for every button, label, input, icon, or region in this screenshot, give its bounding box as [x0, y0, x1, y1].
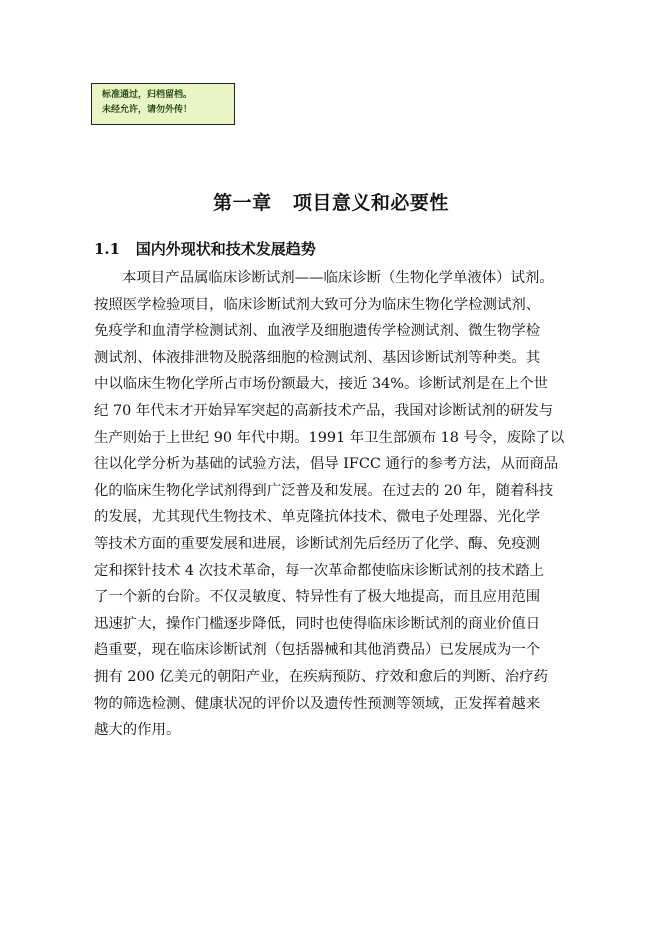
paragraph-line: 纪 70 年代末才开始异军突起的高新技术产品，我国对诊断试剂的研发与 — [94, 402, 554, 419]
paragraph-line: 等技术方面的重要发展和进展，诊断试剂先后经历了化学、酶、免疫测 — [94, 535, 541, 552]
paragraph-line: 趋重要，现在临床诊断试剂（包括器械和其他消费品）已发展成为一个 — [94, 642, 541, 659]
paragraph-line: 生产则始于上世纪 90 年代中期。1991 年卫生部颁布 18 号令，废除了以 — [94, 429, 565, 446]
section-heading — [94, 238, 316, 259]
notice-line-2: 未经允许，请勿外传！ — [102, 105, 193, 115]
paragraph-line: 了一个新的台阶。不仅灵敏度、特异性有了极大地提高，而且应用范围 — [94, 589, 541, 606]
section-number: 1.1 — [94, 240, 121, 258]
paragraph-line: 的发展，尤其现代生物技术、单克隆抗体技术、微电子处理器、光化学 — [94, 509, 541, 526]
paragraph-line: 按照医学检验项目，临床诊断试剂大致可分为临床生物化学检测试剂、 — [94, 296, 541, 313]
paragraph-line: 免疫学和血清学检测试剂、血液学及细胞遗传学检测试剂、微生物学检 — [94, 323, 541, 340]
section-title: 国内外现状和技术发展趋势 — [135, 240, 316, 258]
paragraph-line: 测试剂、体液排泄物及脱落细胞的检测试剂、基因诊断试剂等种类。其 — [94, 349, 541, 366]
paragraph-line: 往以化学分析为基础的试验方法，倡导 IFCC 通行的参考方法，从而商品 — [94, 456, 559, 473]
confidentiality-notice — [91, 83, 235, 125]
body-paragraph — [94, 265, 594, 744]
notice-line-1: 标准通过，归档留档。 — [102, 90, 193, 100]
paragraph-line: 本项目产品属临床诊断试剂——临床诊断（生物化学单液体）试剂。 — [122, 270, 554, 286]
paragraph-line: 越大的作用。 — [94, 722, 181, 739]
paragraph-line: 定和探针技术 4 次技术革命，每一次革命都使临床诊断试剂的技术踏上 — [94, 562, 545, 579]
paragraph-line: 拥有 200 亿美元的朝阳产业，在疾病预防、疗效和愈后的判断、治疗药 — [94, 668, 548, 685]
paragraph-line: 化的临床生物化学试剂得到广泛普及和发展。在过去的 20 年，随着科技 — [94, 482, 554, 499]
paragraph-line: 迅速扩大，操作门槛逐步降低，同时也使得临床诊断试剂的商业价值日 — [94, 615, 541, 632]
paragraph-line: 物的筛选检测、健康状况的评价以及遗传性预测等领域，正发挥着越来 — [94, 695, 541, 712]
chapter-title: 第一章 项目意义和必要性 — [213, 192, 449, 214]
paragraph-line: 中以临床生物化学所占市场份额最大，接近 34%。诊断试剂是在上个世 — [94, 376, 548, 393]
